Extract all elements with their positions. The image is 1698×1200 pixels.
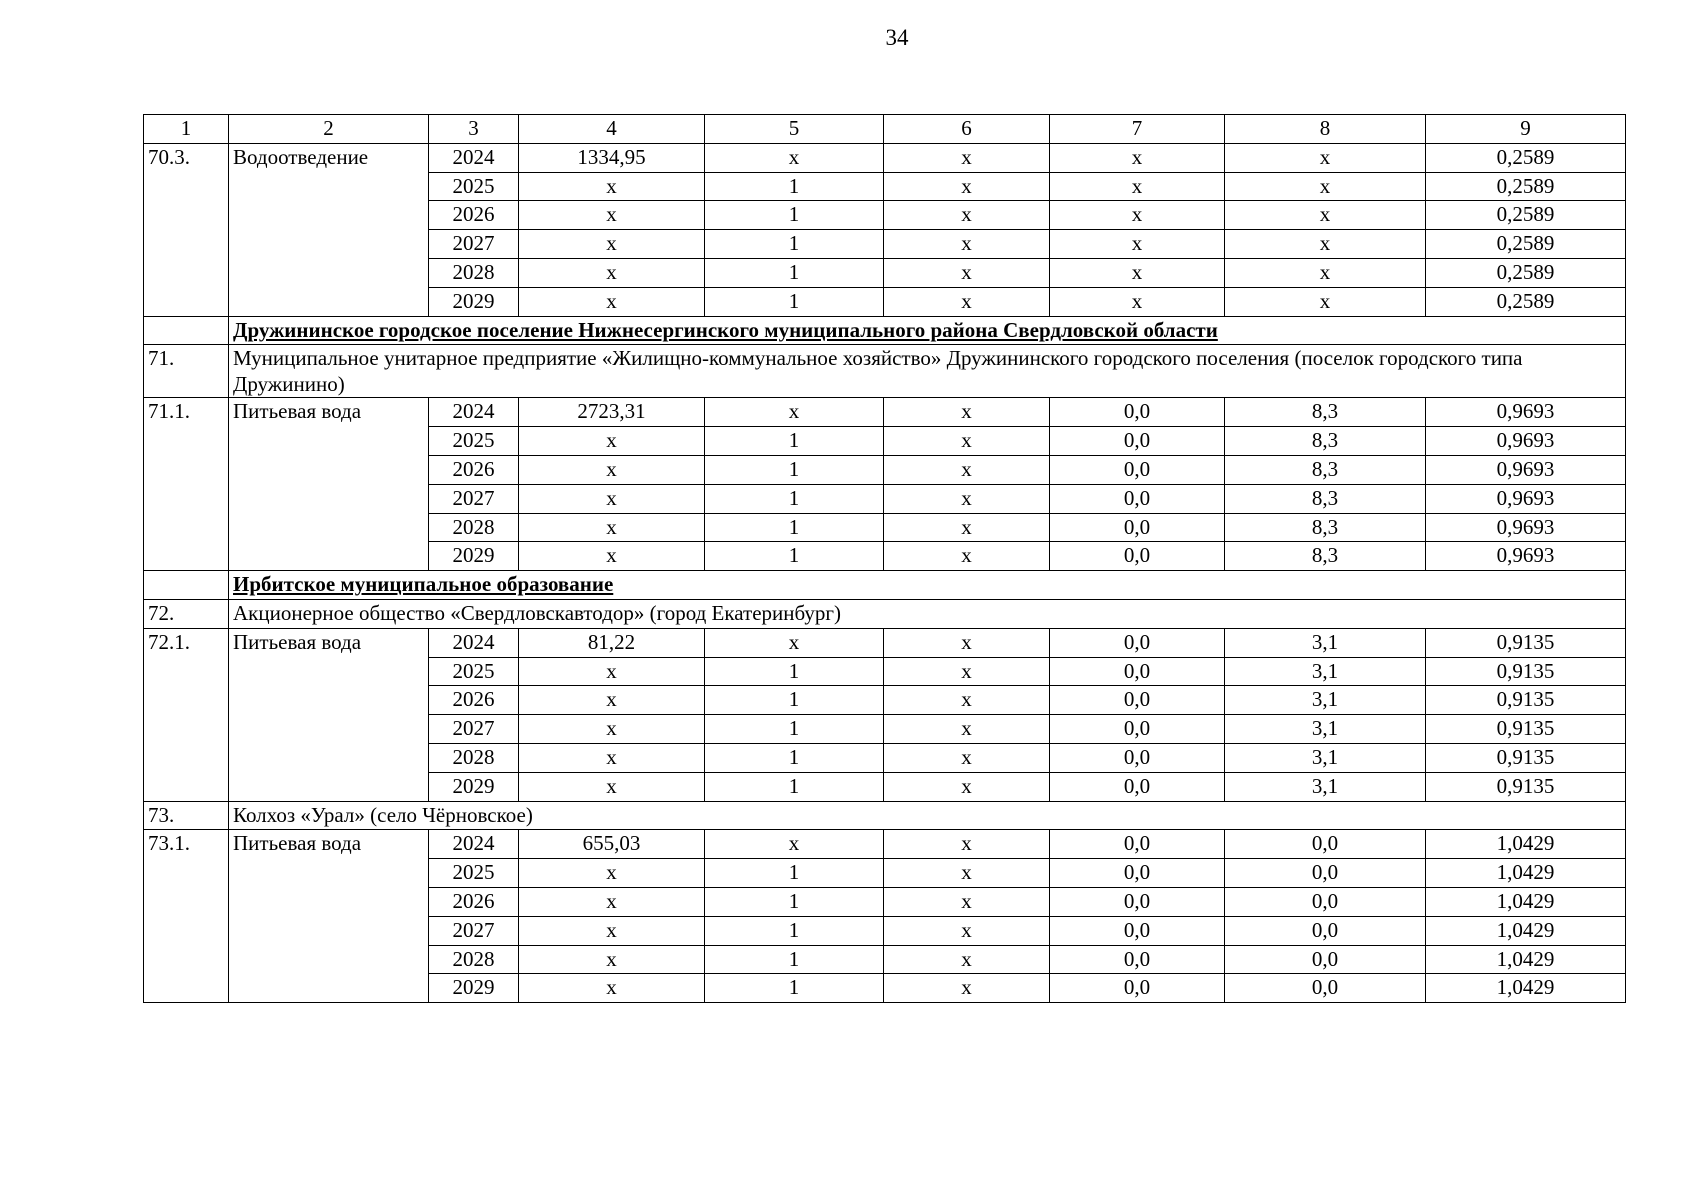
column-number-cell: 2 xyxy=(229,115,429,144)
year-cell: 2028 xyxy=(429,743,519,772)
value-cell: 1 xyxy=(705,887,884,916)
value-cell: х xyxy=(884,945,1050,974)
value-cell: 0,0 xyxy=(1050,398,1225,427)
value-cell: 0,0 xyxy=(1050,772,1225,801)
value-cell: 0,9693 xyxy=(1426,484,1626,513)
service-name: Питьевая вода xyxy=(229,830,429,1003)
value-cell: х xyxy=(519,258,705,287)
value-cell: х xyxy=(519,916,705,945)
value-cell: 0,2589 xyxy=(1426,201,1626,230)
value-cell: х xyxy=(705,398,884,427)
value-cell: 1 xyxy=(705,715,884,744)
column-number-row xyxy=(144,115,1626,144)
value-cell: 0,0 xyxy=(1050,974,1225,1003)
year-cell: 2024 xyxy=(429,628,519,657)
year-cell: 2024 xyxy=(429,398,519,427)
value-cell: х xyxy=(884,657,1050,686)
value-cell: 8,3 xyxy=(1225,455,1426,484)
value-cell: 1 xyxy=(705,427,884,456)
value-cell: 0,0 xyxy=(1050,715,1225,744)
year-cell: 2029 xyxy=(429,974,519,1003)
section-number-cell xyxy=(144,571,229,600)
service-name: Водоотведение xyxy=(229,143,429,316)
service-name: Питьевая вода xyxy=(229,398,429,571)
value-cell: 0,0 xyxy=(1050,542,1225,571)
value-cell: 0,0 xyxy=(1225,887,1426,916)
value-cell: х xyxy=(1050,143,1225,172)
year-cell: 2026 xyxy=(429,201,519,230)
value-cell: х xyxy=(519,859,705,888)
year-cell: 2027 xyxy=(429,484,519,513)
value-cell: 0,0 xyxy=(1050,686,1225,715)
year-cell: 2026 xyxy=(429,455,519,484)
value-cell: х xyxy=(1225,201,1426,230)
value-cell: х xyxy=(884,715,1050,744)
tariff-table xyxy=(143,114,1626,1003)
value-cell: 1,0429 xyxy=(1426,859,1626,888)
value-cell: 0,0 xyxy=(1225,945,1426,974)
value-cell: 1 xyxy=(705,484,884,513)
value-cell: х xyxy=(884,201,1050,230)
value-cell: х xyxy=(519,772,705,801)
organization-name: Акционерное общество «Свердловскавтодор» (город Екатеринбург) xyxy=(229,599,1626,628)
value-cell: х xyxy=(884,287,1050,316)
value-cell: 0,0 xyxy=(1050,657,1225,686)
year-cell: 2028 xyxy=(429,258,519,287)
value-cell: 0,0 xyxy=(1050,945,1225,974)
value-cell: х xyxy=(1225,172,1426,201)
value-cell: х xyxy=(884,427,1050,456)
value-cell: 1 xyxy=(705,513,884,542)
value-cell: х xyxy=(519,287,705,316)
organization-number: 71. xyxy=(144,345,229,398)
value-cell: 1,0429 xyxy=(1426,945,1626,974)
value-cell: 3,1 xyxy=(1225,772,1426,801)
value-cell: х xyxy=(1050,287,1225,316)
value-cell: х xyxy=(519,455,705,484)
column-number-cell: 3 xyxy=(429,115,519,144)
value-cell: х xyxy=(519,230,705,259)
table-row xyxy=(144,143,1626,172)
organization-number: 73. xyxy=(144,801,229,830)
value-cell: х xyxy=(884,628,1050,657)
organization-row xyxy=(144,801,1626,830)
value-cell: х xyxy=(884,172,1050,201)
value-cell: 0,9693 xyxy=(1426,513,1626,542)
value-cell: х xyxy=(884,258,1050,287)
value-cell: 655,03 xyxy=(519,830,705,859)
value-cell: х xyxy=(884,830,1050,859)
value-cell: 0,2589 xyxy=(1426,230,1626,259)
item-number: 70.3. xyxy=(144,143,229,316)
item-number: 72.1. xyxy=(144,628,229,801)
year-cell: 2025 xyxy=(429,172,519,201)
value-cell: х xyxy=(884,513,1050,542)
column-number-cell: 5 xyxy=(705,115,884,144)
value-cell: х xyxy=(884,686,1050,715)
value-cell: 0,9135 xyxy=(1426,743,1626,772)
value-cell: 1,0429 xyxy=(1426,974,1626,1003)
column-number-cell: 4 xyxy=(519,115,705,144)
value-cell: 0,0 xyxy=(1050,484,1225,513)
value-cell: 8,3 xyxy=(1225,427,1426,456)
value-cell: х xyxy=(1050,201,1225,230)
value-cell: х xyxy=(1050,230,1225,259)
value-cell: 0,0 xyxy=(1050,455,1225,484)
value-cell: х xyxy=(705,628,884,657)
value-cell: х xyxy=(884,887,1050,916)
value-cell: 0,0 xyxy=(1225,916,1426,945)
table-row xyxy=(144,830,1626,859)
value-cell: х xyxy=(1225,143,1426,172)
value-cell: 8,3 xyxy=(1225,513,1426,542)
year-cell: 2029 xyxy=(429,542,519,571)
value-cell: 0,9693 xyxy=(1426,427,1626,456)
value-cell: 0,0 xyxy=(1050,887,1225,916)
value-cell: х xyxy=(519,427,705,456)
value-cell: 1 xyxy=(705,455,884,484)
value-cell: х xyxy=(519,201,705,230)
value-cell: 0,0 xyxy=(1050,513,1225,542)
page-number: 34 xyxy=(885,25,909,50)
value-cell: 3,1 xyxy=(1225,628,1426,657)
column-number-cell: 8 xyxy=(1225,115,1426,144)
value-cell: 1 xyxy=(705,686,884,715)
value-cell: 0,0 xyxy=(1225,859,1426,888)
value-cell: 1 xyxy=(705,945,884,974)
organization-row xyxy=(144,345,1626,398)
value-cell: 0,0 xyxy=(1050,628,1225,657)
value-cell: х xyxy=(519,887,705,916)
value-cell: х xyxy=(705,830,884,859)
section-title: Дружининское городское поселение Нижнесергинского муниципального района Свердловской области xyxy=(229,316,1626,345)
value-cell: 0,9693 xyxy=(1426,455,1626,484)
value-cell: х xyxy=(519,657,705,686)
value-cell: х xyxy=(519,484,705,513)
year-cell: 2025 xyxy=(429,657,519,686)
value-cell: х xyxy=(1050,258,1225,287)
value-cell: 3,1 xyxy=(1225,657,1426,686)
value-cell: х xyxy=(884,859,1050,888)
year-cell: 2027 xyxy=(429,230,519,259)
value-cell: 1,0429 xyxy=(1426,887,1626,916)
value-cell: х xyxy=(519,945,705,974)
value-cell: х xyxy=(519,715,705,744)
value-cell: 0,0 xyxy=(1050,427,1225,456)
value-cell: 1 xyxy=(705,287,884,316)
value-cell: х xyxy=(884,484,1050,513)
value-cell: х xyxy=(519,686,705,715)
value-cell: 1 xyxy=(705,542,884,571)
value-cell: х xyxy=(705,143,884,172)
value-cell: 1 xyxy=(705,230,884,259)
value-cell: х xyxy=(884,916,1050,945)
value-cell: 0,9135 xyxy=(1426,715,1626,744)
value-cell: 3,1 xyxy=(1225,715,1426,744)
value-cell: 1 xyxy=(705,916,884,945)
table-row xyxy=(144,628,1626,657)
service-name: Питьевая вода xyxy=(229,628,429,801)
year-cell: 2024 xyxy=(429,143,519,172)
value-cell: 2723,31 xyxy=(519,398,705,427)
value-cell: 8,3 xyxy=(1225,484,1426,513)
column-number-cell: 7 xyxy=(1050,115,1225,144)
value-cell: 0,0 xyxy=(1050,830,1225,859)
value-cell: 3,1 xyxy=(1225,743,1426,772)
item-number: 71.1. xyxy=(144,398,229,571)
value-cell: 1,0429 xyxy=(1426,830,1626,859)
value-cell: 1 xyxy=(705,974,884,1003)
value-cell: х xyxy=(884,542,1050,571)
value-cell: 0,2589 xyxy=(1426,287,1626,316)
value-cell: 1,0429 xyxy=(1426,916,1626,945)
value-cell: х xyxy=(884,974,1050,1003)
value-cell: х xyxy=(884,455,1050,484)
value-cell: х xyxy=(884,772,1050,801)
column-number-cell: 1 xyxy=(144,115,229,144)
value-cell: 0,0 xyxy=(1050,743,1225,772)
value-cell: 81,22 xyxy=(519,628,705,657)
year-cell: 2024 xyxy=(429,830,519,859)
year-cell: 2027 xyxy=(429,715,519,744)
value-cell: 1 xyxy=(705,201,884,230)
organization-name: Колхоз «Урал» (село Чёрновское) xyxy=(229,801,1626,830)
value-cell: 1 xyxy=(705,859,884,888)
value-cell: 0,0 xyxy=(1050,859,1225,888)
table-row xyxy=(144,398,1626,427)
value-cell: 1334,95 xyxy=(519,143,705,172)
value-cell: 1 xyxy=(705,772,884,801)
organization-number: 72. xyxy=(144,599,229,628)
value-cell: 0,9135 xyxy=(1426,657,1626,686)
value-cell: х xyxy=(884,230,1050,259)
section-row xyxy=(144,316,1626,345)
value-cell: х xyxy=(884,398,1050,427)
value-cell: 0,9135 xyxy=(1426,686,1626,715)
year-cell: 2029 xyxy=(429,287,519,316)
year-cell: 2027 xyxy=(429,916,519,945)
value-cell: х xyxy=(519,172,705,201)
section-number-cell xyxy=(144,316,229,345)
section-title: Ирбитское муниципальное образование xyxy=(229,571,1626,600)
value-cell: 3,1 xyxy=(1225,686,1426,715)
value-cell: 0,0 xyxy=(1225,830,1426,859)
value-cell: 1 xyxy=(705,172,884,201)
value-cell: 8,3 xyxy=(1225,398,1426,427)
value-cell: х xyxy=(519,513,705,542)
value-cell: 0,2589 xyxy=(1426,143,1626,172)
organization-name: Муниципальное унитарное предприятие «Жилищно-коммунальное хозяйство» Дружининского городского поселения (поселок городского типа Дружинино) xyxy=(229,345,1626,398)
value-cell: х xyxy=(1225,230,1426,259)
column-number-cell: 6 xyxy=(884,115,1050,144)
value-cell: х xyxy=(884,743,1050,772)
value-cell: х xyxy=(1225,258,1426,287)
value-cell: х xyxy=(1050,172,1225,201)
year-cell: 2025 xyxy=(429,859,519,888)
value-cell: х xyxy=(519,542,705,571)
value-cell: 1 xyxy=(705,258,884,287)
value-cell: х xyxy=(519,974,705,1003)
value-cell: 0,0 xyxy=(1225,974,1426,1003)
value-cell: х xyxy=(519,743,705,772)
value-cell: 1 xyxy=(705,657,884,686)
year-cell: 2026 xyxy=(429,887,519,916)
value-cell: х xyxy=(1225,287,1426,316)
value-cell: 0,2589 xyxy=(1426,172,1626,201)
column-number-cell: 9 xyxy=(1426,115,1626,144)
year-cell: 2025 xyxy=(429,427,519,456)
value-cell: 0,9135 xyxy=(1426,772,1626,801)
value-cell: 1 xyxy=(705,743,884,772)
value-cell: 0,0 xyxy=(1050,916,1225,945)
year-cell: 2026 xyxy=(429,686,519,715)
value-cell: 0,9135 xyxy=(1426,628,1626,657)
item-number: 73.1. xyxy=(144,830,229,1003)
value-cell: 0,9693 xyxy=(1426,398,1626,427)
organization-row xyxy=(144,599,1626,628)
year-cell: 2028 xyxy=(429,513,519,542)
value-cell: 8,3 xyxy=(1225,542,1426,571)
value-cell: 0,2589 xyxy=(1426,258,1626,287)
section-row xyxy=(144,571,1626,600)
year-cell: 2028 xyxy=(429,945,519,974)
year-cell: 2029 xyxy=(429,772,519,801)
value-cell: 0,9693 xyxy=(1426,542,1626,571)
value-cell: х xyxy=(884,143,1050,172)
